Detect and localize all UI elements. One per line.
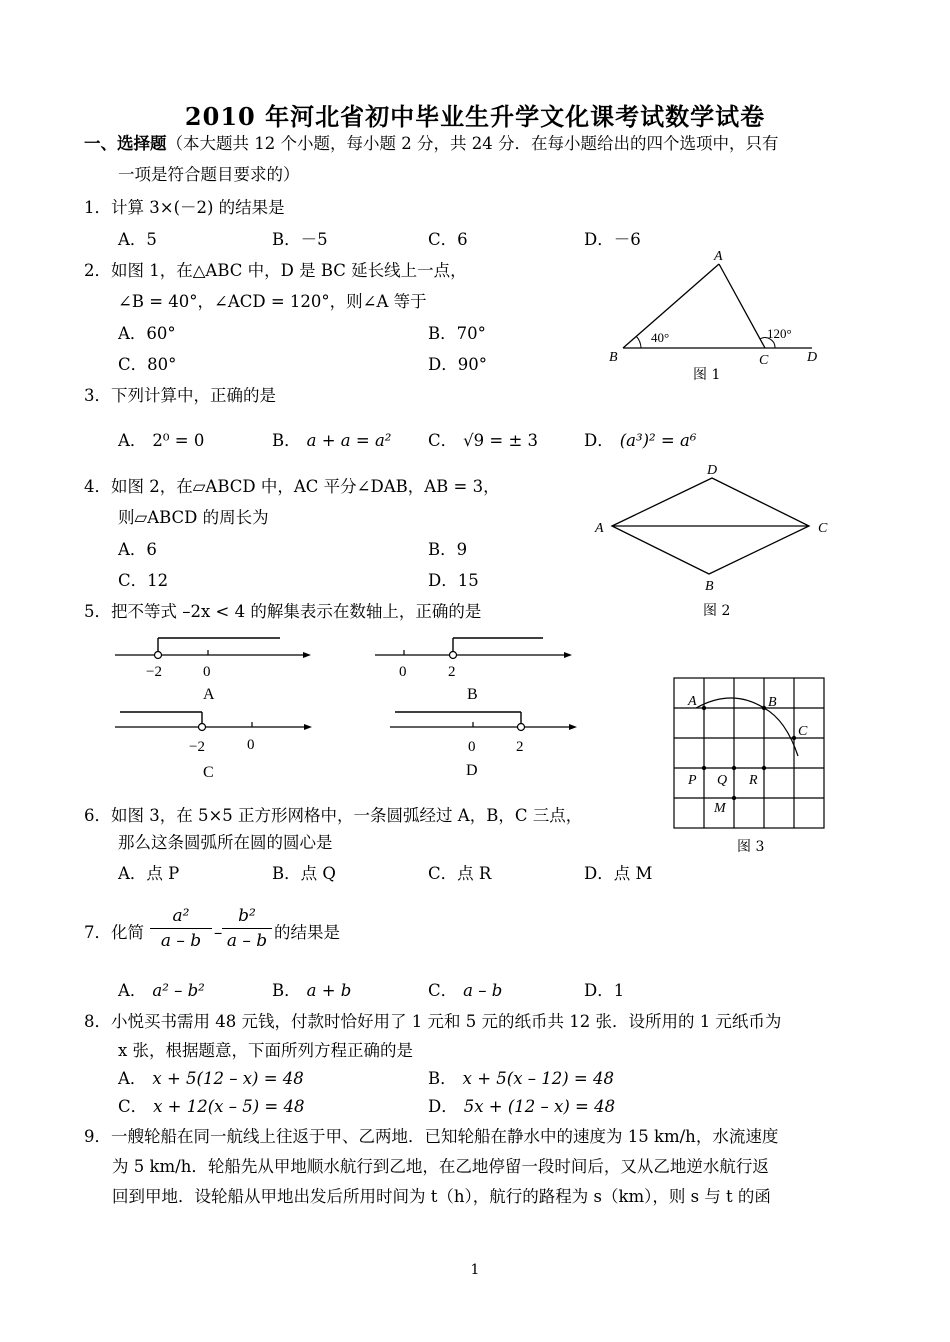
q4-line-1: 4．如图 2，在▱ABCD 中，AC 平分∠DAB，AB = 3， xyxy=(84,477,500,496)
fig3-label-q: Q xyxy=(717,773,728,788)
q7-suffix: 的结果是 xyxy=(274,923,340,942)
q3-option-d xyxy=(584,430,696,452)
q3-b-expr: a + a = a² xyxy=(306,431,392,450)
open-circle-icon xyxy=(518,724,525,731)
q7-c-prefix: C． xyxy=(428,981,458,1000)
fig2-label-b: B xyxy=(705,579,714,594)
number-line-c xyxy=(110,707,320,787)
open-circle-icon xyxy=(199,724,206,731)
q6-option-c: C．点 R xyxy=(428,864,492,883)
q4-option-b: B．9 xyxy=(428,540,468,559)
q7-prefix: 7．化简 xyxy=(84,923,144,942)
q7-c-expr: a – b xyxy=(463,981,503,1000)
point-b-icon xyxy=(762,706,766,710)
option-label-b: B xyxy=(467,686,478,703)
q7-option-d: D．1 xyxy=(584,981,625,1000)
tick-label: 0 xyxy=(247,737,255,753)
point-q-icon xyxy=(732,766,736,770)
fig3-label-c: C xyxy=(798,724,808,739)
q2-option-c: C．80° xyxy=(118,355,177,374)
q8-option-a xyxy=(118,1068,304,1090)
q8-line-1: 8．小悦买书需用 48 元钱，付款时恰好用了 1 元和 5 元的纸币共 12 张．设所用的 1 元纸币为 xyxy=(84,1012,782,1031)
point-c-icon xyxy=(792,736,796,740)
arc-abc xyxy=(696,698,798,756)
point-r-icon xyxy=(762,766,766,770)
line-ac xyxy=(719,264,765,348)
arrow-icon xyxy=(304,724,312,730)
figure-1-caption: 图 1 xyxy=(693,367,721,383)
angle-b-arc xyxy=(636,336,641,348)
q2-line-1: 2．如图 1，在△ABC 中，D 是 BC 延长线上一点， xyxy=(84,261,467,280)
q4-line-2: 则▱ABCD 的周长为 xyxy=(118,508,269,527)
q8-b-expr: x + 5(x – 12) = 48 xyxy=(462,1069,614,1088)
q3-c-prefix: C． xyxy=(428,431,458,450)
q1-option-c: C．6 xyxy=(428,230,468,249)
page-title: 2010 年河北省初中毕业生升学文化课考试数学试卷 xyxy=(184,102,766,131)
q8-a-prefix: A． xyxy=(118,1069,147,1088)
tick-label: 0 xyxy=(203,664,211,680)
q3-a-expr: 2⁰ = 0 xyxy=(152,431,205,450)
q7-b-expr: a + b xyxy=(306,981,352,1000)
q8-d-expr: 5x + (12 – x) = 48 xyxy=(463,1097,616,1116)
fig3-label-p: P xyxy=(688,773,697,788)
figure-2-caption: 图 2 xyxy=(703,603,731,619)
option-label-a: A xyxy=(203,686,215,703)
arrow-icon xyxy=(569,724,577,730)
fig3-label-a: A xyxy=(688,694,697,709)
q5-stem: 5．把不等式 –2x < 4 的解集表示在数轴上，正确的是 xyxy=(84,602,482,621)
fig3-label-b: B xyxy=(768,695,777,710)
q4-option-c: C．12 xyxy=(118,571,169,590)
tick-label: −2 xyxy=(189,739,205,755)
q7-a-expr: a² – b² xyxy=(152,981,205,1000)
q7-minus: – xyxy=(214,923,223,942)
q2-option-d: D．90° xyxy=(428,355,487,374)
figure-3-grid xyxy=(670,674,830,832)
q8-option-c xyxy=(118,1096,304,1118)
tick-label: 2 xyxy=(448,664,456,680)
fig2-label-c: C xyxy=(818,521,828,536)
section-label: 一、选择题 xyxy=(84,134,167,153)
q8-option-d xyxy=(428,1096,615,1118)
q2-option-b: B．70° xyxy=(428,324,486,343)
fig1-label-d: D xyxy=(807,350,818,365)
q3-option-c xyxy=(428,430,538,452)
q3-d-prefix: D． xyxy=(584,431,614,450)
q7-b-prefix: B． xyxy=(272,981,301,1000)
page-number: 1 xyxy=(470,1262,480,1278)
q9-line-3: 回到甲地．设轮船从甲地出发后所用时间为 t（h），航行的路程为 s（km），则 s 与 t 的函 xyxy=(112,1187,771,1206)
number-line-d xyxy=(385,707,585,787)
point-a-icon xyxy=(702,706,706,710)
tick-label: 0 xyxy=(468,739,476,755)
q8-c-prefix: C． xyxy=(118,1097,148,1116)
q3-b-prefix: B． xyxy=(272,431,301,450)
arrow-icon xyxy=(303,652,311,658)
option-label-d: D xyxy=(466,762,478,779)
q6-option-b: B．点 Q xyxy=(272,864,336,883)
section-desc-1: （本大题共 12 个小题，每小题 2 分，共 24 分．在每小题给出的四个选项中，只有 xyxy=(166,134,779,153)
tick-label: 0 xyxy=(399,664,407,680)
q3-stem: 3．下列计算中，正确的是 xyxy=(84,386,276,405)
q1-option-d: D．－6 xyxy=(584,230,641,249)
point-m-icon xyxy=(732,796,736,800)
point-p-icon xyxy=(702,766,706,770)
q4-option-d: D．15 xyxy=(428,571,479,590)
number-line-a xyxy=(110,632,315,707)
fig1-angle-b: 40° xyxy=(651,330,670,345)
q9-line-1: 9．一艘轮船在同一航线上往返于甲、乙两地．已知轮船在静水中的速度为 15 km/h，水流速度 xyxy=(84,1127,779,1146)
fraction-numerator: b² xyxy=(238,906,256,926)
q7-option-c xyxy=(428,980,502,1002)
q8-a-expr: x + 5(12 – x) = 48 xyxy=(152,1069,304,1088)
q8-d-prefix: D． xyxy=(428,1097,458,1116)
q1-option-b: B．－5 xyxy=(272,230,328,249)
q6-line-1: 6．如图 3，在 5×5 正方形网格中，一条圆弧经过 A，B，C 三点， xyxy=(84,806,583,825)
q3-d-expr: (a³)² = a⁶ xyxy=(619,431,697,450)
fraction-numerator: a² xyxy=(172,906,190,926)
q7-option-a xyxy=(118,980,205,1002)
arrow-icon xyxy=(564,652,572,658)
fig2-label-a: A xyxy=(595,521,604,536)
q7-a-prefix: A． xyxy=(118,981,147,1000)
fig3-label-r: R xyxy=(749,773,758,788)
number-line-b xyxy=(370,632,580,707)
q9-line-2: 为 5 km/h．轮船先从甲地顺水航行到乙地，在乙地停留一段时间后，又从乙地逆水航行返 xyxy=(112,1157,769,1176)
q6-line-2: 那么这条圆弧所在圆的圆心是 xyxy=(118,833,333,852)
q7-option-b xyxy=(272,980,351,1002)
q6-option-d: D．点 M xyxy=(584,864,653,883)
q1-option-a: A．5 xyxy=(118,230,157,249)
q3-c-expr: √9 = ± 3 xyxy=(463,431,539,450)
fraction-denominator: a – b xyxy=(226,931,268,951)
tick-label: −2 xyxy=(146,664,162,680)
q7-fraction-1 xyxy=(150,904,212,953)
fig1-angle-c: 120° xyxy=(767,326,792,341)
q3-option-a xyxy=(118,430,204,452)
q7-fraction-2 xyxy=(222,904,272,953)
q1-stem: 1．计算 3×(－2) 的结果是 xyxy=(84,198,285,217)
fig1-label-c: C xyxy=(759,353,769,368)
fig1-label-a: A xyxy=(714,249,723,264)
q6-option-a: A．点 P xyxy=(118,864,180,883)
line-ab xyxy=(623,264,719,348)
figure-3-caption: 图 3 xyxy=(737,839,765,855)
fig2-label-d: D xyxy=(707,463,718,478)
q4-option-a: A．6 xyxy=(118,540,157,559)
q3-option-b xyxy=(272,430,391,452)
section-header xyxy=(84,133,778,155)
q8-b-prefix: B． xyxy=(428,1069,457,1088)
open-circle-icon xyxy=(450,652,457,659)
option-label-c: C xyxy=(203,764,214,781)
q2-option-a: A．60° xyxy=(118,324,176,343)
q3-a-prefix: A． xyxy=(118,431,147,450)
q8-option-b xyxy=(428,1068,614,1090)
q8-line-2: x 张，根据题意，下面所列方程正确的是 xyxy=(118,1041,414,1060)
section-desc-2: 一项是符合题目要求的） xyxy=(118,165,300,184)
fraction-denominator: a – b xyxy=(160,931,202,951)
fig1-label-b: B xyxy=(609,350,618,365)
open-circle-icon xyxy=(155,652,162,659)
tick-label: 2 xyxy=(516,739,524,755)
q8-c-expr: x + 12(x – 5) = 48 xyxy=(153,1097,305,1116)
figure-2-parallelogram xyxy=(588,458,838,598)
fig3-label-m: M xyxy=(714,801,726,816)
q2-line-2: ∠B = 40°，∠ACD = 120°，则∠A 等于 xyxy=(118,292,427,311)
